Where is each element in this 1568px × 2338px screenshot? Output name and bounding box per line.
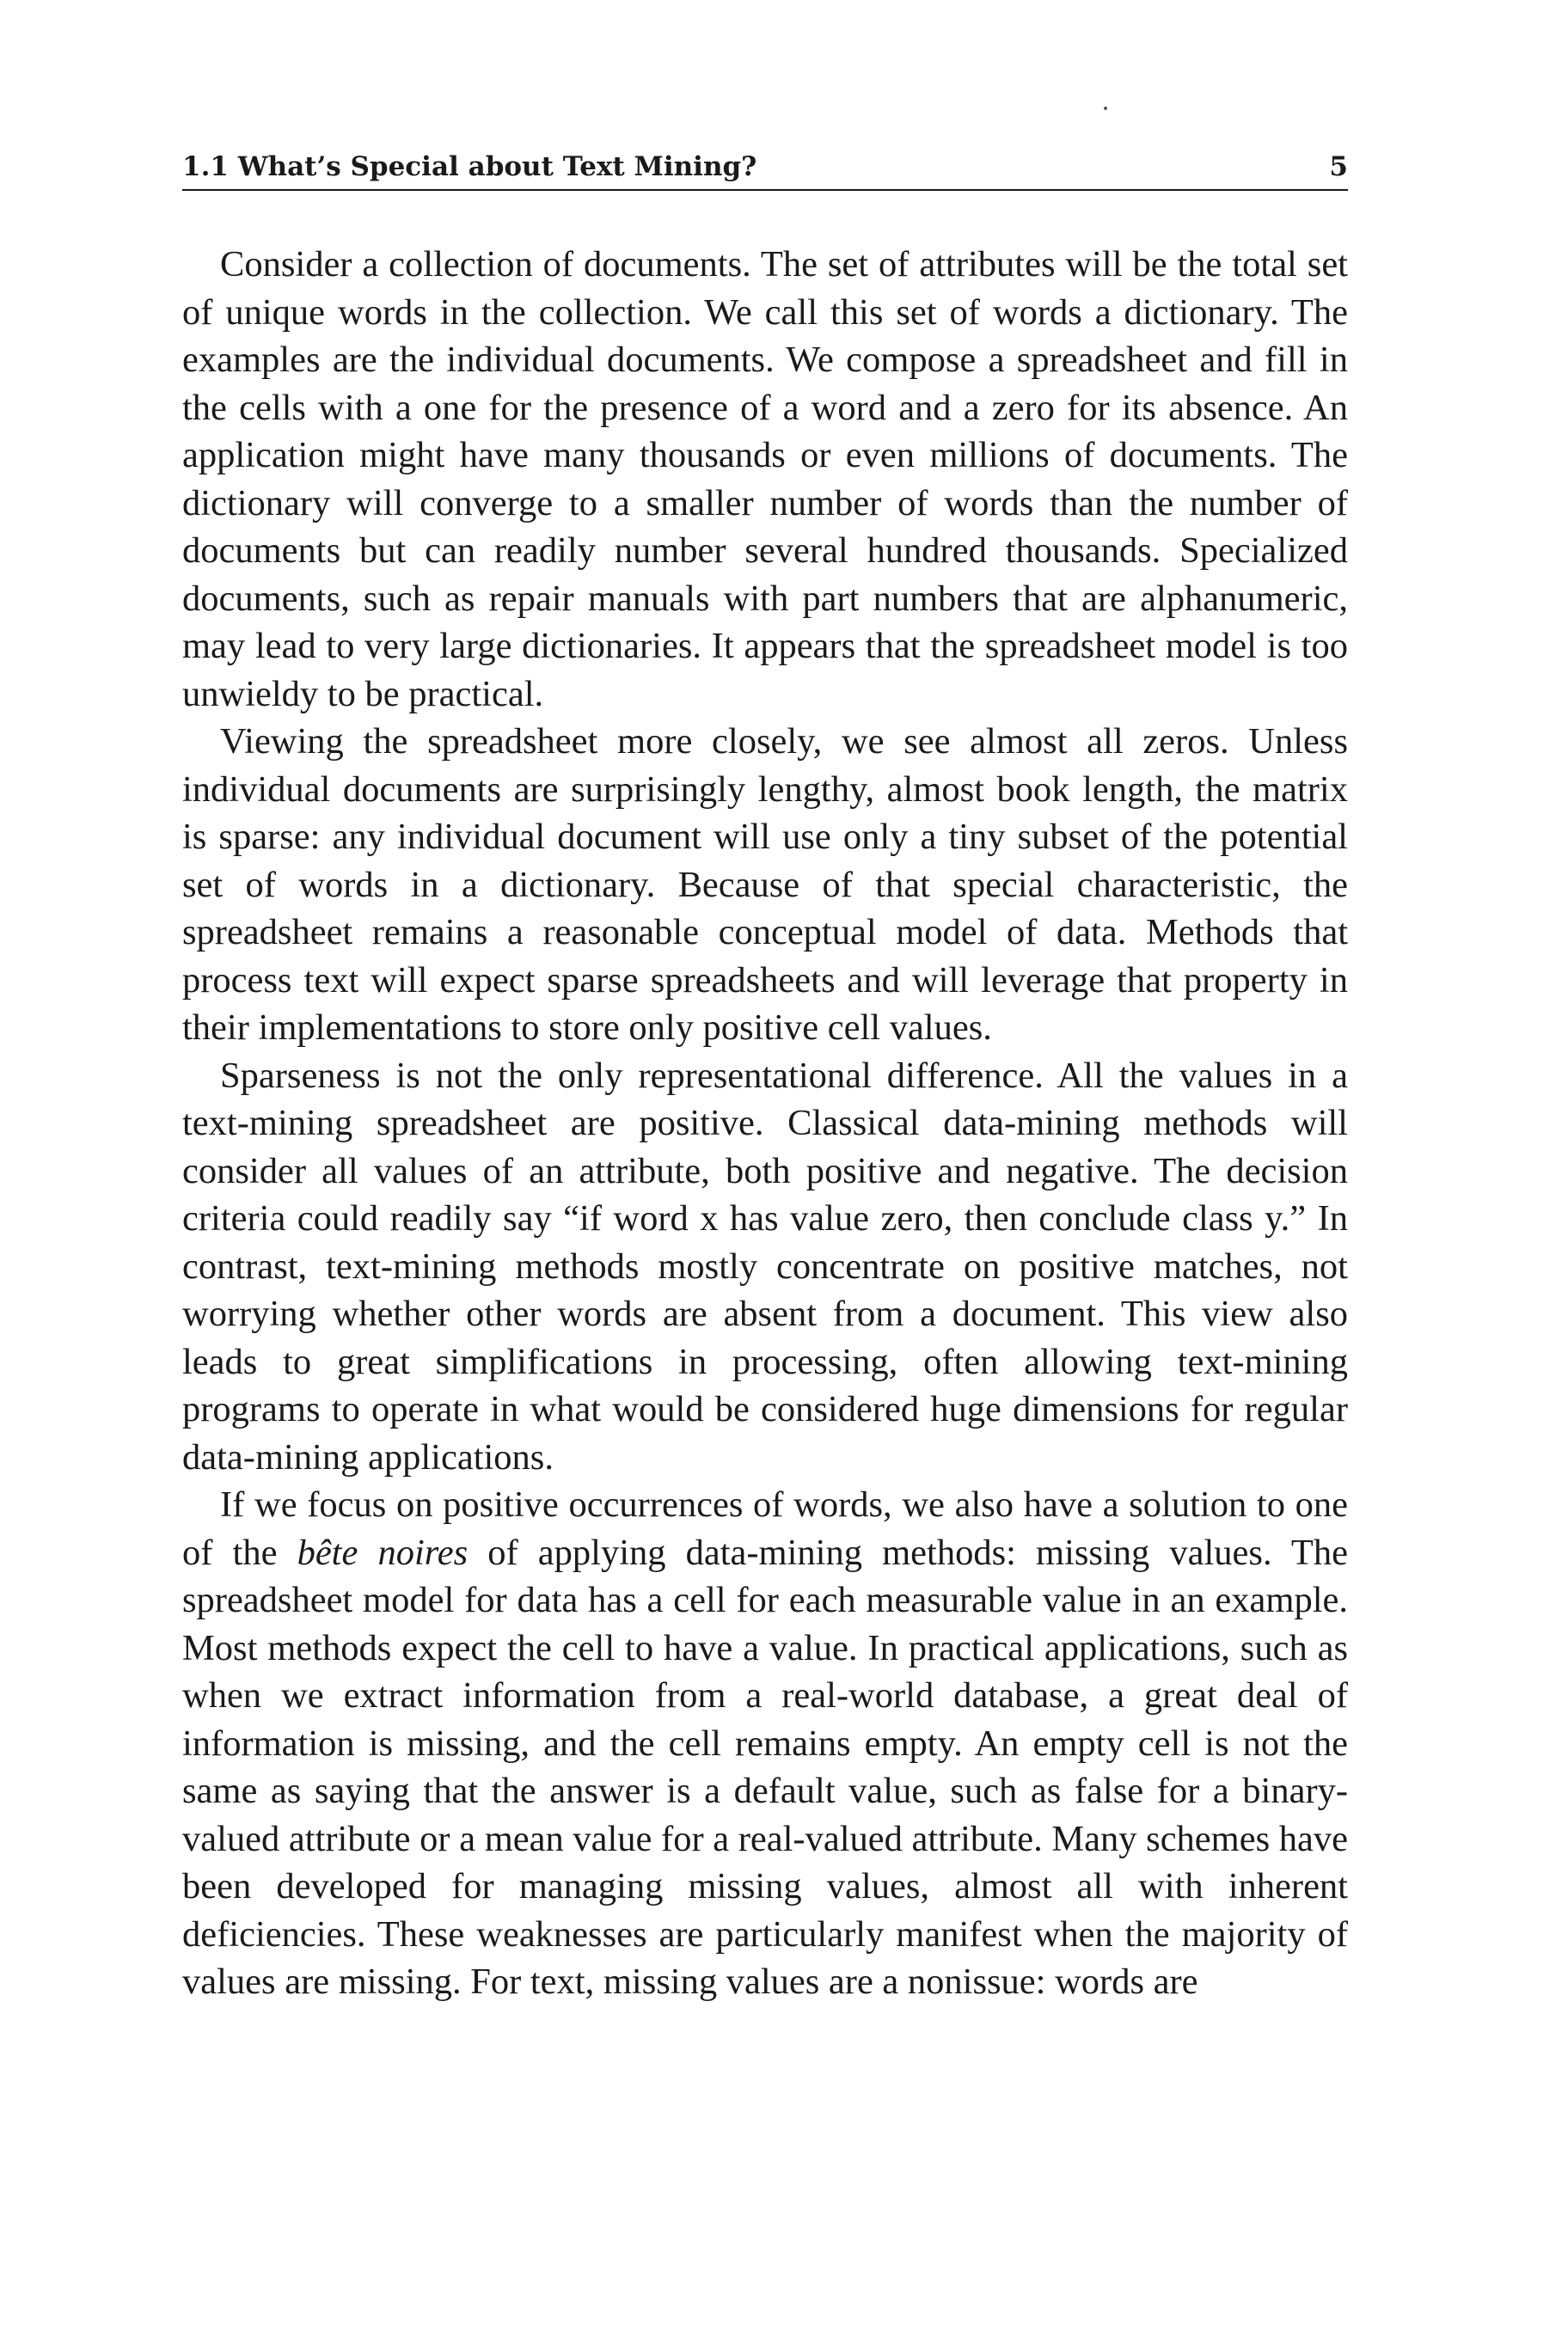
paragraph bbox=[182, 1481, 1348, 2006]
section-title: 1.1 What’s Special about Text Mining? bbox=[182, 151, 757, 182]
italic-phrase: bête noires bbox=[297, 1532, 469, 1573]
page-number: 5 bbox=[1329, 151, 1348, 182]
paragraph-text-start: If we focus on positive occurrences of words, we also have a solution to one of the bbox=[182, 1484, 1348, 1573]
stray-mark bbox=[1104, 107, 1107, 110]
paragraph: Sparseness is not the only representational difference. All the values in a text-mining spreadsheet are positive. Classical data-mining methods will consider all values of an attribute, both positive and negative. The decision criteria could readily say “if word x has value zero, then conclude class y.” In contrast, text-mining methods mostly concentrate on positive matches, not worrying whether other words are absent from a document. This view also leads to great simplifications in processing, often allowing text-mining programs to operate in what would be considered huge dimensions for regular data-mining applications. bbox=[182, 1055, 1348, 1478]
body-text bbox=[182, 241, 1348, 2006]
paragraph-text-end: of applying data-mining methods: missing values. The spreadsheet model for data has a cell for each measurable value in an example. Most methods expect the cell to have a value. In practical applications, such as when we extract information from a real-world database, a great deal of information is missing, and the cell remains empty. An empty cell is not the same as saying that the answer is a default value, such as false for a binary-valued attribute or a mean value for a real-valued attribute. Many schemes have been developed for managing missing values, almost all with inherent deficiencies. These weaknesses are particularly manifest when the majority of values are missing. For text, missing values are a nonissue: words are bbox=[182, 1532, 1349, 2002]
paragraph: Viewing the spreadsheet more closely, we see almost all zeros. Unless individual documents are surprisingly lengthy, almost book length, the matrix is sparse: any individual document will use only a tiny subset of the potential set of words in a dictionary. Because of that special characteristic, the spreadsheet remains a reasonable conceptual model of data. Methods that process text will expect sparse spreadsheets and will leverage that property in their implementations to store only positive cell values. bbox=[182, 721, 1348, 1048]
paragraph: Consider a collection of documents. The set of attributes will be the total set of unique words in the collection. We call this set of words a dictionary. The examples are the individual documents. We compose a spreadsheet and fill in the cells with a one for the presence of a word and a zero for its absence. An application might have many thousands or even millions of documents. The dictionary will converge to a smaller number of words than the number of documents but can readily number several hundred thousands. Specialized documents, such as repair manuals with part numbers that are alphanumeric, may lead to very large dictionaries. It appears that the spreadsheet model is too unwieldy to be practical. bbox=[182, 244, 1348, 714]
running-head bbox=[182, 148, 1348, 191]
